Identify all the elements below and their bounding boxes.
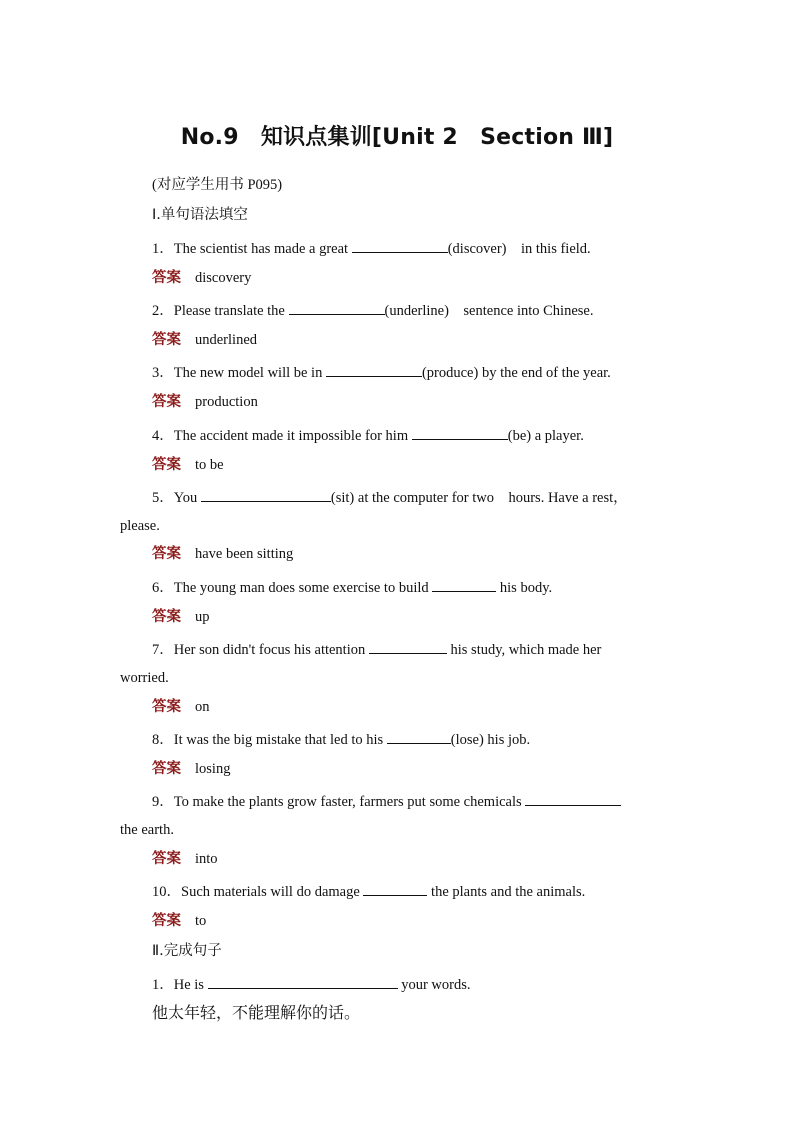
answer-1: 答案 discovery — [152, 270, 252, 286]
section-heading-sentences: Ⅱ.完成句子 — [152, 943, 222, 959]
question-7-continued: worried. — [120, 670, 169, 686]
section-heading-grammar: Ⅰ.单句语法填空 — [152, 207, 248, 223]
answer-blank[interactable] — [525, 791, 621, 806]
question-5-continued: please. — [120, 518, 160, 534]
answer-blank[interactable] — [369, 639, 447, 654]
answer-blank[interactable] — [352, 238, 448, 253]
question-3: 3．The new model will be in (produce) by the end of the year. — [152, 362, 611, 382]
answer-7: 答案 on — [152, 699, 210, 715]
sentence-question-1: 1．He is your words. — [152, 974, 471, 994]
answer-blank[interactable] — [208, 974, 398, 989]
question-8: 8．It was the big mistake that led to his (lose) his job. — [152, 729, 530, 749]
reference-note: (对应学生用书 P095) — [152, 177, 283, 193]
answer-8: 答案 losing — [152, 761, 231, 777]
answer-5: 答案 have been sitting — [152, 546, 294, 562]
page-title: No.9 知识点集训[Unit 2 Section Ⅲ] — [180, 125, 614, 150]
question-5: 5．You (sit) at the computer for two hours. Have a rest， — [152, 487, 628, 507]
answer-blank[interactable] — [432, 577, 496, 592]
answer-blank[interactable] — [363, 881, 427, 896]
question-7: 7．Her son didn't focus his attention his study, which made her — [152, 639, 601, 659]
question-10: 10．Such materials will do damage the plants and the animals. — [152, 881, 585, 901]
answer-4: 答案 to be — [152, 457, 224, 473]
question-2: 2．Please translate the (underline) sentence into Chinese. — [152, 300, 593, 320]
answer-2: 答案 underlined — [152, 332, 258, 348]
question-1: 1．The scientist has made a great (discover) in this field. — [152, 238, 591, 258]
answer-9: 答案 into — [152, 851, 218, 867]
answer-blank[interactable] — [412, 425, 508, 440]
question-9-continued: the earth. — [120, 822, 174, 838]
sentence-translation-1: 他太年轻，不能理解你的话。 — [152, 1003, 361, 1022]
answer-blank[interactable] — [289, 300, 385, 315]
answer-blank[interactable] — [201, 487, 331, 502]
question-4: 4．The accident made it impossible for him (be) a player. — [152, 425, 584, 445]
question-6: 6．The young man does some exercise to build his body. — [152, 577, 552, 597]
answer-10: 答案 to — [152, 913, 207, 929]
answer-6: 答案 up — [152, 609, 210, 625]
answer-blank[interactable] — [387, 729, 451, 744]
answer-blank[interactable] — [326, 362, 422, 377]
answer-3: 答案 production — [152, 394, 258, 410]
question-9: 9．To make the plants grow faster, farmers put some chemicals — [152, 791, 621, 811]
